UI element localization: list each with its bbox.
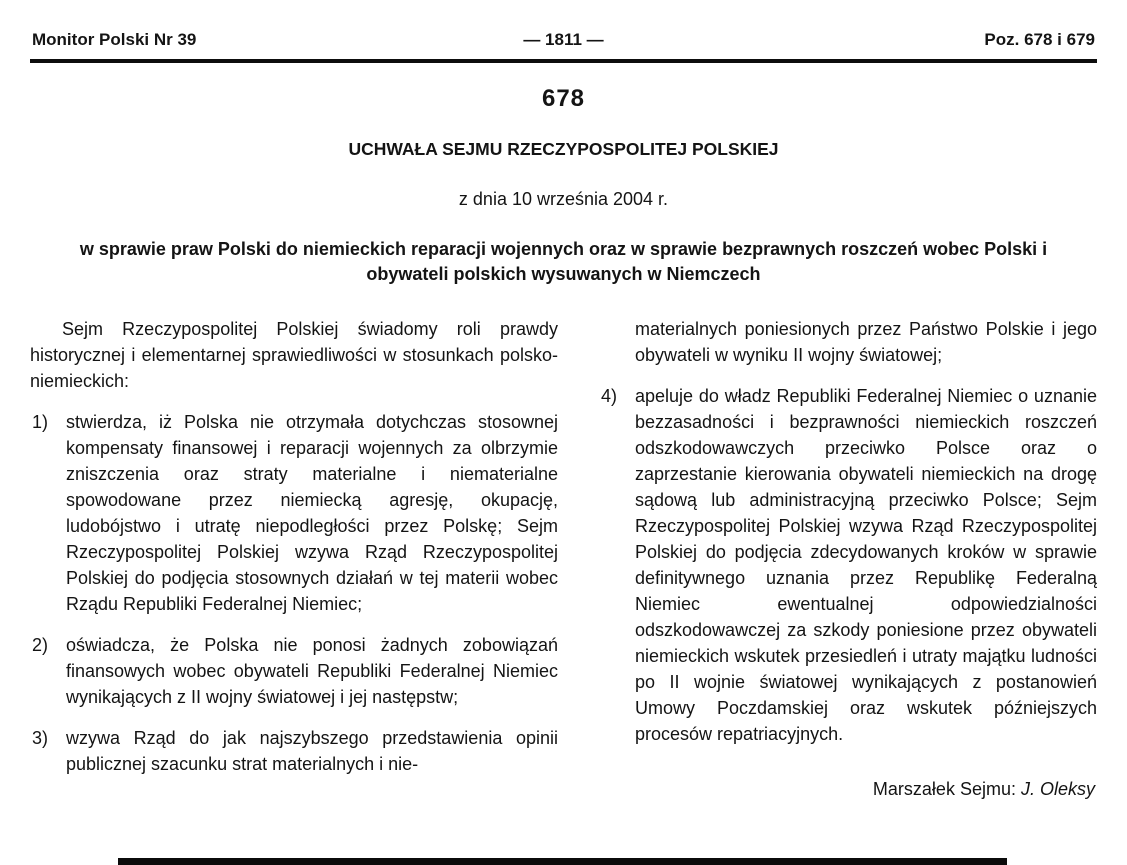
right-column bbox=[599, 316, 1097, 802]
signature-label: Marszałek Sejmu: bbox=[872, 779, 1016, 799]
list-item-4-number: 4) bbox=[601, 386, 618, 406]
position-reference: Poz. 678 i 679 bbox=[984, 30, 1095, 49]
list-item-4-text: apeluje do władz Republiki Federalnej Niemiec o uznanie bezzasadności i bezprawności niemieckich roszczeń odszkodowawczych przeciwko Polsce oraz o zaprzestanie kierowania obywateli niemieckich na drogę sądową lub administracyjną przeciwko Polsce; Sejm Rzeczypospolitej Polskiej wzywa Rząd Rzeczypospolitej Polskiej do podjęcia zdecydowanych kroków w sprawie definitywnego uznania przez Republikę Federalną Niemiec ewentualnej odpowiedzialności odszkodowawczej za szkody poniesione przez obywateli niemieckich wskutek przesiedleń i utraty majątku ludności po II wojnie światowej wynikających z postanowień Umowy Poczdamskiej oraz wskutek późniejszych procesów repatriacyjnych. bbox=[635, 386, 1097, 744]
list-item-2-text: oświadcza, że Polska nie ponosi żadnych zobowiązań finansowych wobec obywateli Republiki Federalnej Niemiec wynikających z II wojny światowej i jej następstw; bbox=[66, 635, 558, 707]
list-item-1 bbox=[30, 409, 558, 617]
act-subject: w sprawie praw Polski do niemieckich reparacji wojennych oraz w sprawie bezprawnych roszczeń wobec Polski i obywateli polskich wysuwanych w Niemczech bbox=[79, 239, 1048, 284]
scan-artifact-bar bbox=[118, 858, 1007, 865]
document-body bbox=[30, 316, 1097, 802]
list-item-2 bbox=[30, 632, 558, 710]
header-rule bbox=[30, 59, 1097, 63]
list-item-4 bbox=[599, 383, 1097, 747]
act-date: z dnia 10 września 2004 r. bbox=[458, 189, 669, 209]
page-header bbox=[30, 30, 1097, 50]
journal-title: Monitor Polski Nr 39 bbox=[32, 30, 197, 49]
list-item-2-number: 2) bbox=[32, 635, 49, 655]
signature-name: J. Oleksy bbox=[1020, 779, 1095, 799]
list-item-3-text: wzywa Rząd do jak najszybszego przedstawienia opinii publicznej szacunku strat materialnych i nie- bbox=[66, 728, 558, 774]
act-number: 678 bbox=[541, 85, 586, 112]
intro-paragraph: Sejm Rzeczypospolitej Polskiej świadomy roli prawdy historycznej i elementarnej sprawiedliwości w stosunkach polsko-niemieckich: bbox=[30, 319, 558, 391]
list-item-3-number: 3) bbox=[32, 728, 49, 748]
list-item-3-continuation bbox=[599, 316, 1097, 368]
list-item-1-number: 1) bbox=[32, 412, 49, 432]
signature-line bbox=[599, 776, 1097, 802]
left-column bbox=[30, 316, 558, 802]
list-item-1-text: stwierdza, iż Polska nie otrzymała dotychczas stosownej kompensaty finansowej i reparacji wojennych za olbrzymie zniszczenia oraz straty materialne i niematerialne spowodowane przez niemiecką agresję, okupację, ludobójstwo i utratę niepodległości przez Polskę; Sejm Rzeczypospolitej Polskiej wzywa Rząd Rzeczypospolitej Polskiej do podjęcia stosownych działań w tej materii wobec Rządu Republiki Federalnej Niemiec; bbox=[66, 412, 558, 614]
act-title: UCHWAŁA SEJMU RZECZYPOSPOLITEJ POLSKIEJ bbox=[348, 139, 779, 159]
page-number: — 1811 — bbox=[523, 30, 604, 49]
list-item-3 bbox=[30, 725, 558, 777]
list-item-3-continuation-text: materialnych poniesionych przez Państwo Polskie i jego obywateli w wyniku II wojny światowej; bbox=[635, 319, 1097, 365]
